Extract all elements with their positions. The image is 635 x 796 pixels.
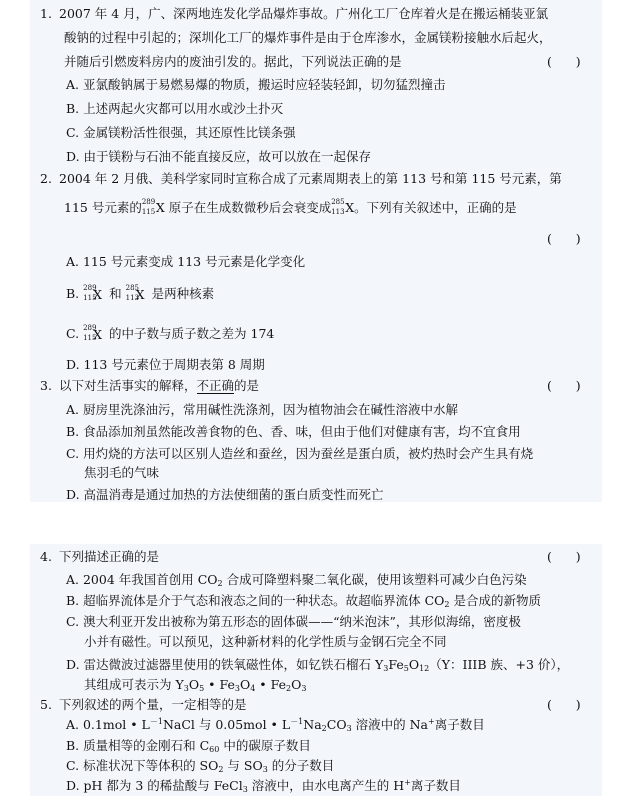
- question-number: 5.: [40, 697, 52, 712]
- stem-text: 以下对生活事实的解释，: [59, 378, 197, 393]
- subscript: 2: [286, 684, 292, 693]
- subscript: 4: [250, 684, 256, 693]
- question-stem-line: 下列叙述的两个量，一定相等的是: [59, 697, 247, 712]
- isotope-symbol: [83, 324, 102, 342]
- option-a: A. 亚氯酸钠属于易燃易爆的物质，搬运时应轻装轻卸，切勿猛烈撞击: [66, 77, 446, 92]
- question-number: 4.: [40, 549, 52, 564]
- option-d: D. 由于镁粉与石油不能直接反应，故可以放在一起保存: [66, 149, 372, 164]
- option-c-continued: 小并有磁性。可以预见，这种新材料的化学性质与金钢石完全不同: [84, 634, 447, 649]
- option-a: [66, 571, 527, 588]
- atomic-number: 115: [83, 294, 97, 302]
- option-text: • Fe: [255, 677, 287, 692]
- stem-text: X 原子在生成数微秒后会衰变成: [155, 200, 332, 215]
- subscript: 2: [321, 724, 327, 733]
- option-c: [66, 757, 334, 774]
- mass-number: 285: [125, 284, 139, 292]
- option-c: C. 金属镁粉活性很强，其还原性比镁条强: [66, 125, 296, 140]
- option-text: 合成可降塑料聚二氧化碳，使用该塑料可减少白色污染: [222, 572, 527, 587]
- option-c-continued: 焦羽毛的气味: [84, 465, 160, 480]
- option-c: [66, 325, 274, 342]
- option-text: Na: [303, 717, 322, 732]
- option-text: C. 标准状况下等体积的 SO: [66, 758, 219, 773]
- answer-blank: ( ): [547, 231, 581, 246]
- option-a: [66, 716, 485, 733]
- question-number: 1.: [40, 6, 52, 21]
- option-text: Fe: [388, 657, 404, 672]
- isotope-symbol: [331, 199, 345, 216]
- option-c: C. 用灼烧的方法可以区别人造丝和蚕丝，因为蚕丝是蛋白质，被灼热时会产生具有烧: [66, 446, 534, 461]
- option-text: 是两种核素: [147, 286, 215, 301]
- option-text: B. 质量相等的金刚石和 C: [66, 738, 210, 753]
- option-text: O: [408, 657, 420, 672]
- option-b: [66, 737, 311, 754]
- option-label: B.: [66, 286, 80, 301]
- option-b: B. 食品添加剂虽然能改善食物的色、香、味，但由于他们对健康有害，均不宜食用: [66, 424, 521, 439]
- subscript: 3: [242, 785, 248, 794]
- subscript: 3: [262, 765, 268, 774]
- option-text: 离子数目: [410, 778, 461, 793]
- mass-number: 289: [83, 284, 97, 292]
- option-text: 溶液中的 Na: [351, 717, 429, 732]
- question-stem-line: 酸钠的过程中引起的；深圳化工厂的爆炸事件是由于仓库渗水，金属镁粉接触水后起火，: [64, 30, 552, 45]
- option-text: 其组成可表示为 Y: [84, 677, 184, 692]
- isotope-symbol: [83, 284, 103, 302]
- option-text: 的分子数目: [267, 758, 335, 773]
- stem-text: 的是: [234, 378, 260, 393]
- question-number: 3.: [40, 378, 52, 393]
- subscript: 5: [199, 684, 205, 693]
- question-stem-line: 下列描述正确的是: [59, 549, 160, 564]
- question-stem-line: 2004 年 2 月俄、美科学家同时宣称合成了元素周期表上的第 113 号和第 115 号元素，第: [59, 171, 562, 186]
- option-text: 与 SO: [223, 758, 263, 773]
- option-b: B. 上述两起火灾都可以用水或沙土扑灭: [66, 101, 284, 116]
- option-b: [66, 285, 214, 302]
- option-text: B. 超临界流体是介于气态和液态之间的一种状态。故超临界流体 CO: [66, 593, 445, 608]
- superscript: －1: [149, 717, 163, 726]
- option-text: D. pH 都为 3 的稀盐酸与 FeCl: [66, 778, 243, 793]
- option-label: C.: [66, 326, 80, 341]
- isotope-symbol: [125, 284, 145, 302]
- element-symbol: X: [93, 287, 103, 302]
- option-a: A. 115 号元素变成 113 号元素是化学变化: [66, 254, 306, 269]
- subscript: 3: [383, 664, 389, 673]
- answer-blank: ( ): [547, 549, 581, 564]
- option-text: 的中子数与质子数之差为 174: [105, 326, 275, 341]
- question-stem-line: 2007 年 4 月，广、深两地连发化学品爆炸事故。广州化工厂仓库着火是在搬运桶装亚氯: [59, 6, 549, 21]
- question-stem-line: [64, 199, 517, 216]
- subscript: 60: [209, 745, 220, 754]
- option-text: 是合成的新物质: [449, 593, 541, 608]
- subscript: 2: [217, 579, 223, 588]
- superscript: +: [428, 717, 435, 726]
- answer-blank: ( ): [547, 378, 581, 393]
- option-d-continued: [84, 676, 306, 693]
- option-text: CO: [326, 717, 347, 732]
- mass-number: 289: [83, 324, 97, 332]
- question-stem-line: [59, 377, 259, 394]
- option-text: A. 0.1mol • L: [66, 717, 150, 732]
- subscript: 2: [218, 765, 224, 774]
- question-stem-line: 并随后引燃废料房内的废油引发的。据此，下列说法正确的是: [64, 54, 402, 69]
- element-symbol: X: [135, 287, 145, 302]
- option-text: NaCl 与 0.05mol • L: [162, 717, 291, 732]
- option-text: 溶液中，由水电离产生的 H: [247, 778, 405, 793]
- option-d: D. 高温消毒是通过加热的方法使细菌的蛋白质变性而死亡: [66, 487, 384, 502]
- emphasis-underline: 不正确: [196, 378, 235, 393]
- atomic-number: 113: [331, 208, 345, 216]
- option-text: 和: [105, 286, 126, 301]
- question-number: 2.: [40, 171, 52, 186]
- option-d: [66, 777, 461, 794]
- subscript: 3: [301, 684, 307, 693]
- option-d: D. 113 号元素位于周期表第 8 周期: [66, 357, 265, 372]
- atomic-number: 115: [83, 334, 97, 342]
- option-text: • Fe: [204, 677, 235, 692]
- subscript: 12: [419, 664, 430, 673]
- option-text: （Y：IIIB 族、+3 价），: [429, 657, 570, 672]
- option-text: D. 雷达微波过滤器里使用的铁氧磁性体，如钇铁石榴石 Y: [66, 657, 384, 672]
- subscript: 3: [183, 684, 189, 693]
- superscript: －1: [290, 717, 304, 726]
- option-text: 中的碳原子数目: [219, 738, 311, 753]
- stem-text: X。下列有关叙述中，正确的是: [345, 200, 517, 215]
- option-a: A. 厨房里洗涤油污，常用碱性洗涤剂，因为植物油会在碱性溶液中水解: [66, 402, 458, 417]
- subscript: 3: [346, 724, 352, 733]
- subscript: 2: [444, 600, 450, 609]
- mass-number: 285: [331, 198, 345, 206]
- option-text: O: [188, 677, 200, 692]
- option-text: 离子数目: [434, 717, 485, 732]
- superscript: +: [404, 778, 411, 787]
- option-text: O: [291, 677, 302, 692]
- option-text: A. 2004 年我国首创用 CO: [66, 572, 218, 587]
- isotope-symbol: [142, 199, 156, 216]
- answer-blank: ( ): [547, 54, 581, 69]
- option-b: [66, 592, 541, 609]
- atomic-number: 113: [125, 294, 139, 302]
- atomic-number: 115: [141, 208, 156, 216]
- element-symbol: X: [93, 327, 102, 342]
- subscript: 3: [234, 684, 240, 693]
- answer-blank: ( ): [547, 697, 581, 712]
- option-text: O: [239, 677, 251, 692]
- option-d: [66, 656, 569, 673]
- stem-text: 115 号元素的: [64, 200, 142, 215]
- subscript: 5: [403, 664, 409, 673]
- option-c: C. 澳大利亚开发出被称为第五形态的固体碳——“纳米泡沫”，其形似海绵，密度极: [66, 614, 521, 629]
- mass-number: 289: [141, 198, 156, 206]
